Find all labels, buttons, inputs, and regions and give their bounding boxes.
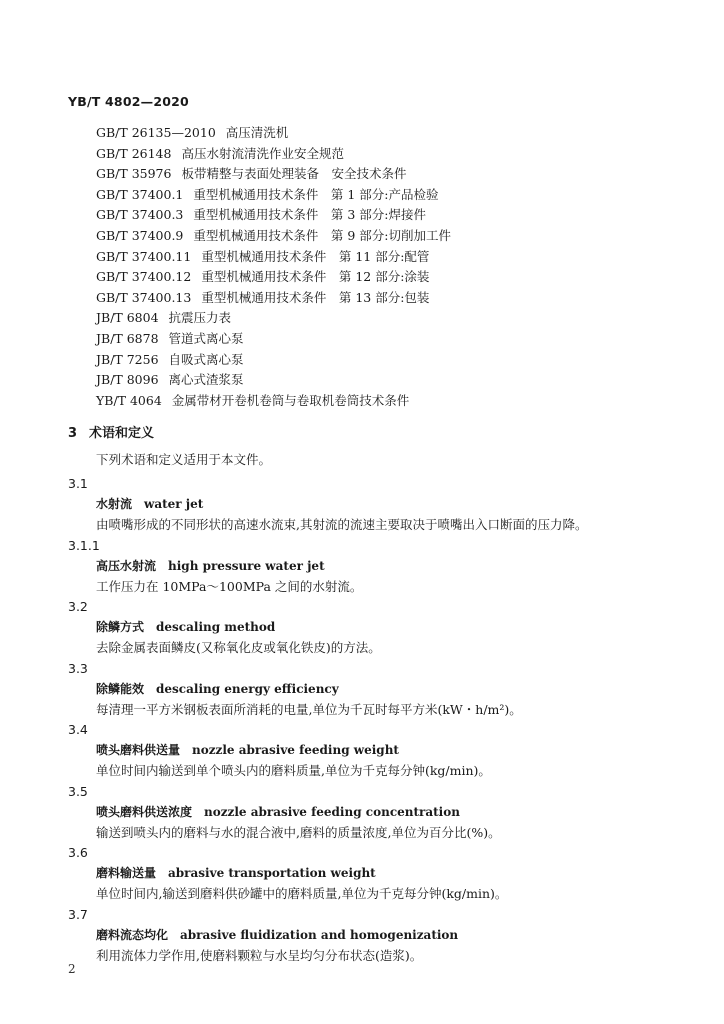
- reference-item: [96, 123, 451, 144]
- term-chinese: 磨料输送量: [96, 866, 157, 880]
- reference-title: 重型机械通用技术条件 第 12 部分:涂装: [201, 269, 430, 285]
- term-entry: [68, 843, 688, 905]
- term-definition: 由喷嘴形成的不同形状的高速水流束,其射流的流速主要取决于喷嘴出入口断面的压力降。: [96, 517, 588, 532]
- reference-item: [96, 267, 451, 288]
- term-number: 3.1: [68, 476, 88, 491]
- term-number: 3.2: [68, 599, 88, 614]
- term-definition: 利用流体力学作用,使磨料颗粒与水呈均匀分布状态(造浆)。: [96, 947, 423, 963]
- term-number: 3.1.1: [68, 537, 100, 553]
- term-number: 3.6: [68, 845, 88, 860]
- section-heading: [68, 422, 154, 441]
- term-english: descaling energy efficiency: [156, 681, 339, 696]
- reference-title: 自吸式离心泵: [168, 351, 244, 367]
- term-definition: 输送到喷头内的磨料与水的混合液中,磨料的质量浓度,单位为百分比(%)。: [96, 824, 501, 840]
- term-entry: [68, 905, 688, 967]
- reference-item: [96, 226, 451, 247]
- terms-list: [68, 474, 688, 966]
- reference-title: 离心式渣浆泵: [168, 372, 244, 388]
- reference-title: 重型机械通用技术条件 第 9 部分:切削加工件: [193, 227, 452, 243]
- reference-code: JB/T 6878: [96, 330, 159, 346]
- reference-title: 重型机械通用技术条件 第 13 部分:包装: [201, 289, 430, 305]
- term-entry: [68, 597, 688, 659]
- term-entry: [68, 659, 688, 721]
- term-number: 3.4: [68, 722, 88, 737]
- reference-code: GB/T 37400.9: [96, 227, 184, 243]
- term-definition: 单位时间内输送到单个喷头内的磨料质量,单位为千克每分钟(kg/min)。: [96, 763, 491, 778]
- reference-title: 高压清洗机: [225, 125, 289, 140]
- term-chinese: 高压水射流: [96, 558, 157, 573]
- reference-title: 金属带材开卷机卷筒与卷取机卷筒技术条件: [171, 392, 410, 408]
- term-definition: 去除金属表面鳞皮(又称氧化皮或氧化铁皮)的方法。: [96, 640, 381, 655]
- term-english: abrasive transportation weight: [168, 866, 376, 880]
- reference-code: JB/T 6804: [96, 310, 159, 326]
- reference-code: GB/T 37400.3: [96, 207, 184, 223]
- term-title: [96, 802, 688, 822]
- term-english: nozzle abrasive feeding concentration: [204, 804, 460, 819]
- term-number: 3.3: [68, 660, 88, 676]
- reference-code: JB/T 8096: [96, 372, 159, 388]
- reference-code: YB/T 4064: [96, 392, 162, 408]
- reference-code: GB/T 37400.11: [96, 248, 192, 264]
- reference-item: [96, 370, 451, 391]
- term-chinese: 喷头磨料供送量: [96, 743, 181, 757]
- reference-item: [96, 205, 451, 226]
- section-number: 3: [68, 426, 78, 441]
- reference-title: 重型机械通用技术条件 第 11 部分:配管: [201, 248, 430, 264]
- term-title: [96, 863, 688, 883]
- reference-item: [96, 185, 451, 206]
- reference-title: 高压水射流清洗作业安全规范: [181, 145, 344, 161]
- reference-title: 重型机械通用技术条件 第 3 部分:焊接件: [193, 207, 427, 223]
- reference-item: [96, 144, 451, 165]
- term-number: 3.5: [68, 783, 88, 799]
- term-title: [96, 925, 688, 945]
- reference-title: 板带精整与表面处理装备 安全技术条件: [181, 166, 407, 182]
- page-number: 2: [68, 962, 76, 976]
- term-definition: 工作压力在 10MPa～100MPa 之间的水射流。: [96, 578, 363, 594]
- term-chinese: 喷头磨料供送浓度: [96, 804, 193, 819]
- term-definition: 单位时间内,输送到磨料供砂罐中的磨料质量,单位为千克每分钟(kg/min)。: [96, 886, 508, 901]
- reference-code: GB/T 37400.1: [96, 186, 184, 202]
- reference-item: [96, 247, 451, 268]
- reference-item: [96, 329, 451, 350]
- term-english: water jet: [144, 497, 204, 511]
- term-entry: [68, 782, 688, 844]
- reference-item: [96, 391, 451, 412]
- reference-code: JB/T 7256: [96, 351, 159, 367]
- term-title: [96, 617, 688, 637]
- term-english: nozzle abrasive feeding weight: [192, 743, 399, 757]
- term-title: [96, 494, 688, 514]
- document-code: YB/T 4802—2020: [68, 94, 189, 109]
- term-definition: 每清理一平方米钢板表面所消耗的电量,单位为千瓦时每平方米(kW・h/m²)。: [96, 701, 522, 717]
- term-chinese: 除鳞能效: [96, 681, 145, 696]
- reference-title: 重型机械通用技术条件 第 1 部分:产品检验: [193, 186, 439, 202]
- term-number: 3.7: [68, 906, 88, 922]
- term-chinese: 水射流: [96, 497, 133, 511]
- term-english: high pressure water jet: [168, 558, 325, 573]
- term-title: [96, 679, 688, 699]
- term-entry: [68, 474, 688, 536]
- term-english: descaling method: [156, 620, 276, 634]
- reference-code: GB/T 37400.12: [96, 269, 192, 285]
- reference-code: GB/T 26148: [96, 145, 172, 161]
- section-title: 术语和定义: [89, 426, 155, 441]
- term-english: abrasive fluidization and homogenization: [180, 927, 459, 942]
- reference-title: 管道式离心泵: [168, 330, 244, 346]
- reference-title: 抗震压力表: [168, 310, 232, 326]
- term-chinese: 除鳞方式: [96, 620, 145, 634]
- reference-item: [96, 288, 451, 309]
- normative-references-list: [96, 123, 451, 411]
- reference-code: GB/T 26135—2010: [96, 125, 216, 140]
- term-title: [96, 556, 688, 576]
- term-title: [96, 740, 688, 760]
- reference-item: [96, 164, 451, 185]
- reference-code: GB/T 35976: [96, 166, 172, 182]
- reference-code: GB/T 37400.13: [96, 289, 192, 305]
- term-chinese: 磨料流态均化: [96, 927, 169, 942]
- term-entry: [68, 536, 688, 598]
- section-intro: 下列术语和定义适用于本文件。: [96, 452, 272, 467]
- reference-item: [96, 308, 451, 329]
- term-entry: [68, 720, 688, 782]
- reference-item: [96, 350, 451, 371]
